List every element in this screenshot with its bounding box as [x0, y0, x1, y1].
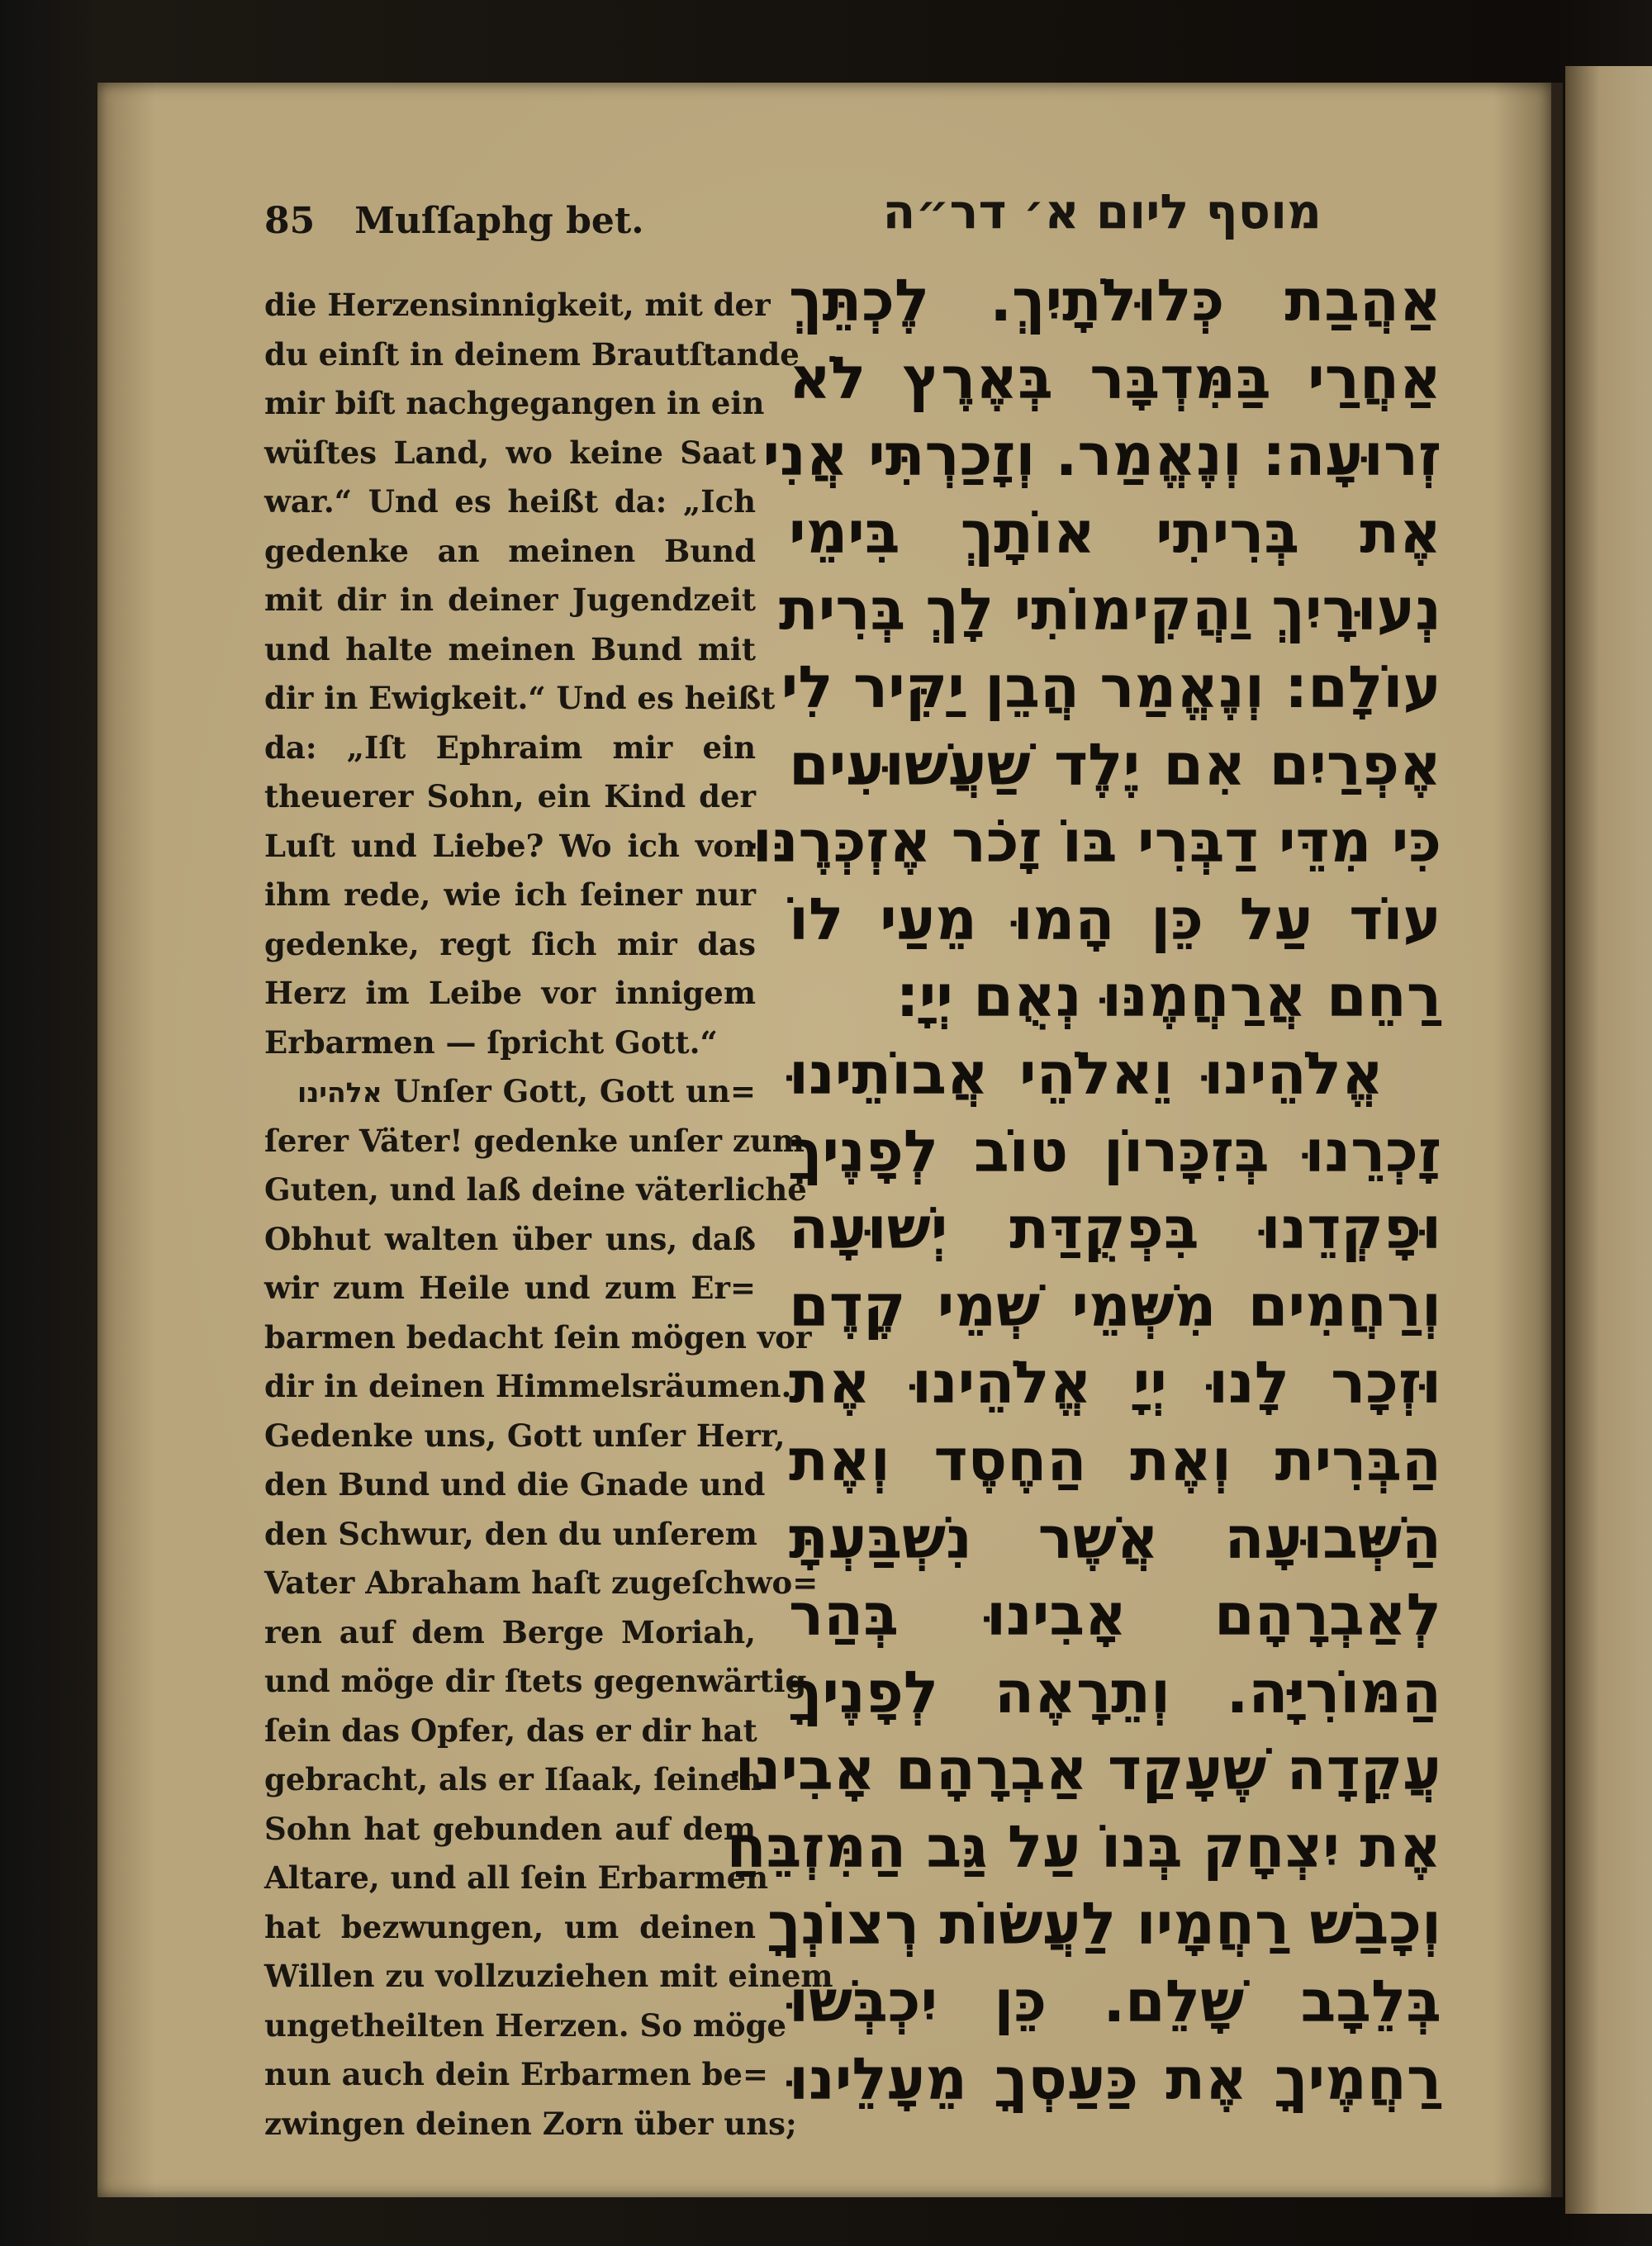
german-line: den Bund und die Gnade und — [264, 1466, 766, 1503]
german-line: nun auch dein Erbarmen be= — [264, 2056, 768, 2092]
german-line: Sohn hat gebunden auf dem — [264, 1810, 756, 1847]
hebrew-header: מוסף ליום א׳ דר״ה — [882, 183, 1322, 240]
hebrew-line: וְרַחֲמִים מִשְּׁמֵי שְׁמֵי קֶדֶם — [789, 1271, 1441, 1340]
german-line: mir biſt nachgegangen in ein — [264, 385, 765, 421]
german-line: ungetheilten Herzen. So möge — [264, 2006, 786, 2044]
german-line: dir in deinen Himmelsräumen. — [264, 1368, 792, 1404]
hebrew-line: עוֹלָם: וְנֶאֱמַר הֲבֵן יַקִּיר לִי — [781, 653, 1441, 721]
german-line: Willen zu vollzuziehen mit einem — [264, 1958, 833, 1994]
german-line: ſerer Väter! gedenke unſer zum — [264, 1122, 805, 1159]
german-line: Guten, und laß deine väterliche — [264, 1171, 807, 1208]
german-line: Obhut walten über uns, daß — [264, 1220, 756, 1257]
hebrew-line: רַחֲמֶיךָ אֶת כַּעַסְךָ מֵעָלֵינוּ — [789, 2044, 1441, 2113]
hebrew-line: זְרוּעָה: וְנֶאֱמַר. וְזָכַרְתִּי אֲנִי — [762, 421, 1441, 490]
hebrew-line: אַהֲבַת כְּלוּלֹתָיִךְ. לֶכְתֵּךְ — [789, 267, 1441, 335]
hebrew-line: עוֹד עַל כֵּן הָמוּ מֵעַי לוֹ — [789, 885, 1441, 953]
german-line: du einſt in deinem Brautſtande — [264, 335, 800, 373]
german-line: und möge dir ſtets gegenwärtig — [264, 1663, 807, 1699]
hebrew-line: רַחֵם אֲרַחֲמֶנּוּ נְאֻם יְיָ: — [895, 962, 1441, 1031]
hebrew-line: אַחֲרַי בַּמִּדְבָּר בְּאֶרֶץ לֹא — [789, 344, 1441, 412]
hebrew-text-column — [726, 263, 1441, 2118]
hebrew-line: נְעוּרָיִךְ וַהֲקִימוֹתִי לָךְ בְּרִית — [778, 576, 1441, 644]
german-line: Herz im Leibe vor innigem — [264, 975, 756, 1011]
german-line: Vater Abraham haſt zugeſchwo= — [264, 1565, 819, 1601]
hebrew-line: זָכְרֵנוּ בְּזִכָּרוֹן טוֹב לְפָנֶיךָ — [789, 1117, 1441, 1185]
german-line: die Herzensinnigkeit, mit der — [264, 287, 771, 323]
running-header — [264, 200, 644, 242]
german-line: Gedenke uns, Gott unſer Herr, — [264, 1417, 786, 1454]
german-line: barmen bedacht ſein mögen vor — [264, 1318, 812, 1356]
german-line: ihm rede, wie ich ſeiner nur — [264, 876, 756, 913]
hebrew-line: אֶת יִצְחָק בְּנוֹ עַל גַּב הַמִּזְבֵּחַ — [726, 1812, 1441, 1881]
hebrew-line: אֶת בְּרִיתִי אוֹתָךְ בִּימֵי — [789, 498, 1441, 567]
german-line: da: „Iſt Ephraim mir ein — [264, 729, 756, 766]
german-line: gedenke, regt ſich mir das — [264, 925, 756, 962]
hebrew-line: וְכָבַשׁ רַחֲמָיו לַעֲשׂוֹת רְצוֹנְךָ — [767, 1890, 1441, 1959]
german-line: den Schwur, den du unſerem — [264, 1515, 757, 1552]
german-line: Erbarmen — ſpricht Gott.“ — [264, 1023, 718, 1061]
german-line: Luſt und Liebe? Wo ich von — [264, 827, 756, 864]
german-translation-column — [264, 281, 833, 2149]
hebrew-line: הַבְּרִית וְאֶת הַחֶסֶד וְאֶת — [789, 1426, 1441, 1494]
hebrew-line: וּזְכָר לָנוּ יְיָ אֱלֹהֵינוּ אֶת — [789, 1349, 1441, 1417]
german-line: ſein das Opfer, das er dir hat — [264, 1712, 757, 1749]
german-line — [264, 1067, 756, 1117]
german-line: Altare, und all ſein Erbarmen — [264, 1859, 769, 1896]
gutter-shadow — [1551, 83, 1563, 2197]
german-line: wüſtes Land, wo keine Saat — [264, 434, 756, 471]
hebrew-line: אֶפְרַיִם אִם יֶלֶד שַׁעֲשׁוּעִים — [789, 730, 1441, 799]
german-line: dir in Ewigkeit.“ Und es heißt — [264, 680, 776, 716]
running-title: Muſſaphg bet. — [354, 200, 644, 242]
german-line: war.“ Und es heißt da: „Ich — [264, 483, 756, 520]
german-line: theuerer Sohn, ein Kind der — [264, 778, 756, 814]
hebrew-line: הַשְּׁבוּעָה אֲשֶׁר נִשְׁבַּעְתָּ — [789, 1503, 1441, 1572]
hebrew-line: הַמּוֹרִיָּה. וְתֵרָאֶה לְפָנֶיךָ — [789, 1658, 1441, 1726]
german-line: mit dir in deiner Jugendzeit — [264, 582, 756, 618]
hebrew-line: עֲקֵדָה שֶׁעָקַד אַבְרָהָם אָבִינוּ — [734, 1736, 1441, 1804]
hebrew-line: אֱלֹהֵינוּ וֵאלֹהֵי אֲבוֹתֵינוּ — [789, 1039, 1384, 1108]
hebrew-line: לְאַבְרָהָם אָבִינוּ בְּהַר — [789, 1581, 1441, 1650]
page-number: 85 — [264, 200, 316, 242]
hebrew-line: וּפָקְדֵנוּ בִּפְקֻדַּת יְשׁוּעָה — [789, 1194, 1441, 1263]
german-line-text: Unſer Gott, Gott un= — [393, 1073, 756, 1109]
hebrew-line: בְּלֵבָב שָׁלֵם. כֵּן יִכְבְּשׁוּ — [789, 1968, 1441, 2036]
german-line: ren auf dem Berge Moriah, — [264, 1613, 756, 1650]
hebrew-line: כִּי מִדֵּי דַבְּרִי בּוֹ זָכֹר אֶזְכְּרֶנּוּ — [752, 808, 1441, 876]
german-line: wir zum Heile und zum Er= — [264, 1270, 756, 1306]
next-page-edge — [1565, 66, 1652, 2214]
hebrew-keyword: אלהינו — [297, 1076, 382, 1109]
german-line: gedenke an meinen Bund — [264, 532, 756, 569]
german-line: hat bezwungen, um deinen — [264, 1908, 756, 1945]
german-line: gebracht, als er Iſaak, ſeinen — [264, 1761, 762, 1797]
german-line: und halte meinen Bund mit — [264, 630, 756, 667]
german-line: zwingen deinen Zorn über uns; — [264, 2105, 797, 2142]
